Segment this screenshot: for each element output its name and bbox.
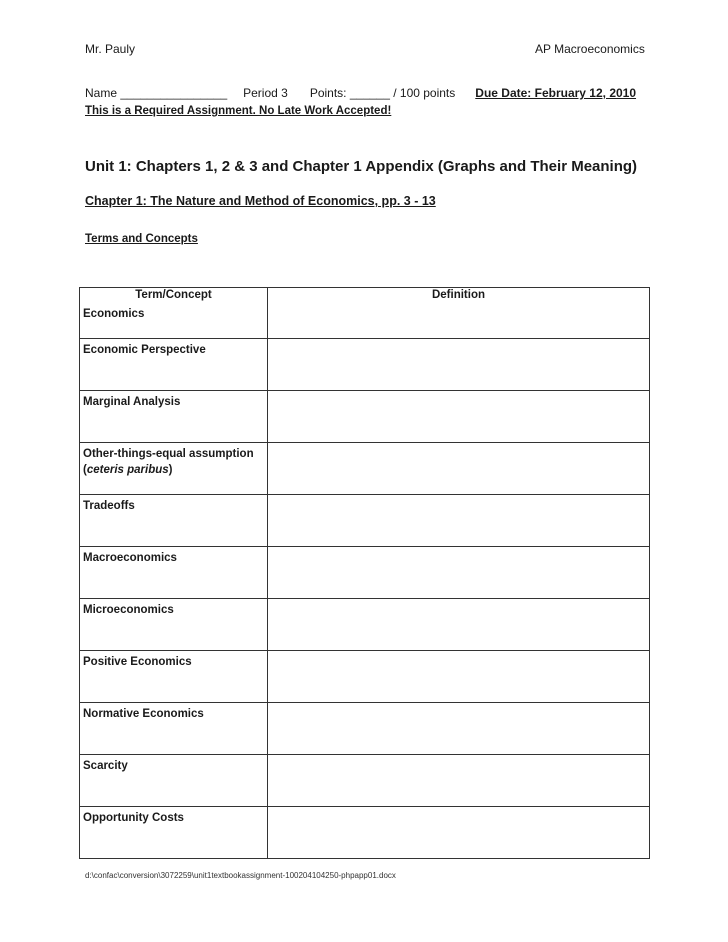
teacher-name: Mr. Pauly [85, 42, 136, 56]
term-cell: Positive Economics [80, 651, 268, 703]
unit-title: Unit 1: Chapters 1, 2 & 3 and Chapter 1 Appendix (Graphs and Their Meaning) [85, 158, 638, 175]
points-label: Points: ______ / 100 points [309, 86, 456, 100]
table-row [80, 703, 650, 755]
term-cell: Microeconomics [80, 599, 268, 651]
term-cell: Marginal Analysis [80, 391, 268, 443]
terms-heading: Terms and Concepts [85, 233, 198, 245]
definition-cell[interactable] [268, 807, 650, 859]
due-date: Due Date: February 12, 2010 [475, 86, 637, 100]
table-row [80, 443, 650, 495]
required-notice: This is a Required Assignment. No Late Work Accepted! [85, 105, 392, 117]
term-cell: Normative Economics [80, 703, 268, 755]
definition-cell[interactable] [268, 755, 650, 807]
term-cell: Tradeoffs [80, 495, 268, 547]
name-field-label: Name ________________ [85, 86, 228, 100]
definition-column-header: Definition [268, 288, 650, 304]
term-column-header: Term/Concept [80, 288, 268, 304]
term-cell [80, 443, 268, 495]
definition-cell[interactable] [268, 303, 650, 339]
term-cell: Economic Perspective [80, 339, 268, 391]
definition-cell[interactable] [268, 547, 650, 599]
table-row [80, 391, 650, 443]
table-row [80, 495, 650, 547]
definition-cell[interactable] [268, 599, 650, 651]
definition-cell[interactable] [268, 651, 650, 703]
table-row [80, 339, 650, 391]
definition-cell[interactable] [268, 443, 650, 495]
term-cell: Macroeconomics [80, 547, 268, 599]
definition-cell[interactable] [268, 703, 650, 755]
term-cell: Opportunity Costs [80, 807, 268, 859]
term-paren-close: ) [168, 464, 173, 476]
definition-cell[interactable] [268, 495, 650, 547]
definition-cell[interactable] [268, 339, 650, 391]
term-cell: Economics [80, 303, 268, 339]
term-cell: Scarcity [80, 755, 268, 807]
student-info-line [85, 86, 645, 100]
table-row [80, 599, 650, 651]
table-row [80, 807, 650, 859]
table-row [80, 651, 650, 703]
term-text: Other-things-equal assumption [83, 448, 254, 460]
definition-cell[interactable] [268, 391, 650, 443]
term-latin-phrase: ceteris paribus [86, 464, 169, 476]
table-row [80, 547, 650, 599]
file-path-footer: d:\confac\conversion\3072259\unit1textbookassignment-100204104250-phpapp01.docx [85, 871, 396, 880]
table-header-row [80, 288, 650, 304]
table-row [80, 755, 650, 807]
table-row [80, 303, 650, 339]
course-name: AP Macroeconomics [535, 42, 645, 56]
terms-table [79, 287, 650, 859]
term-paren-open: ( [83, 464, 87, 476]
chapter-title: Chapter 1: The Nature and Method of Economics, pp. 3 - 13 [85, 194, 436, 208]
period-label: Period 3 [243, 86, 288, 100]
